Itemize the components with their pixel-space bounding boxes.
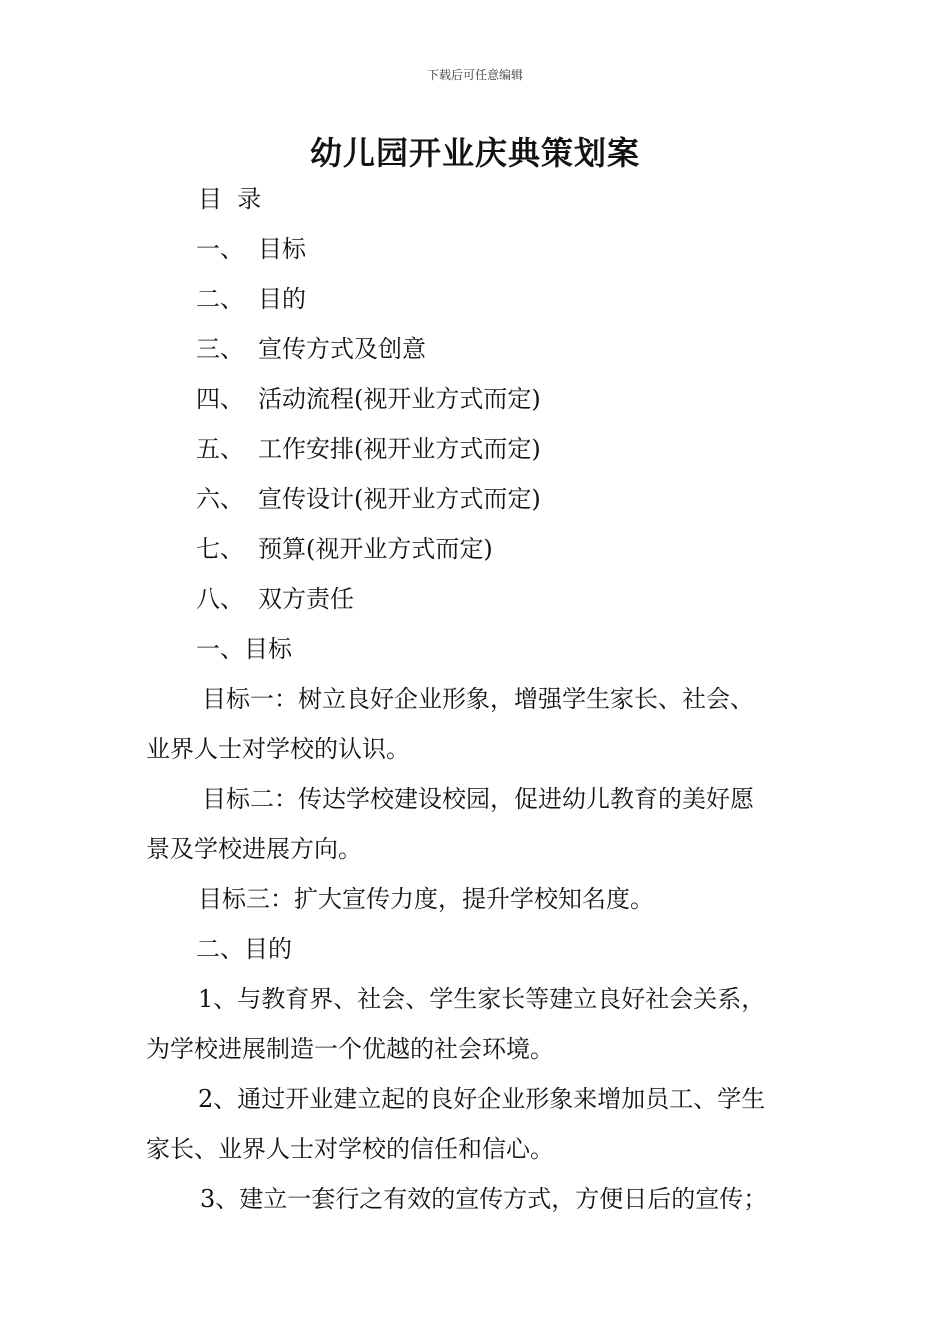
- paragraph-line: 目标一：树立良好企业形象，增强学生家长、社会、: [202, 685, 754, 713]
- toc-item-text: 宣传设计(视开业方式而定): [258, 485, 541, 513]
- toc-item: [196, 484, 541, 514]
- paragraph-line: 业界人士对学校的认识。: [146, 735, 410, 763]
- toc-item-text: 双方责任: [258, 585, 354, 613]
- toc-item-number: 二、: [196, 285, 244, 313]
- toc-item: [196, 384, 541, 414]
- toc-item: [196, 284, 306, 314]
- paragraph-line: 2、通过开业建立起的良好企业形象来增加员工、学生: [198, 1085, 766, 1113]
- paragraph-line: 为学校进展制造一个优越的社会环境。: [146, 1035, 554, 1063]
- paragraph-line: 景及学校进展方向。: [146, 835, 362, 863]
- toc-item-number: 一、: [196, 235, 244, 263]
- toc-item: [196, 584, 354, 614]
- toc-item: [196, 234, 306, 264]
- toc-item-number: 六、: [196, 485, 244, 513]
- document-title: 幼儿园开业庆典策划案: [309, 134, 640, 172]
- toc-item: [196, 434, 541, 464]
- paragraph-line: 目标二：传达学校建设校园，促进幼儿教育的美好愿: [202, 785, 754, 813]
- paragraph-line: 家长、业界人士对学校的信任和信心。: [146, 1135, 554, 1163]
- toc-item-text: 目标: [258, 235, 306, 263]
- toc-item-text: 目的: [258, 285, 306, 313]
- toc-item: [196, 334, 426, 364]
- toc-item-number: 八、: [196, 585, 244, 613]
- toc-item-text: 预算(视开业方式而定): [258, 535, 493, 563]
- section-heading-purpose: 二、目的: [196, 935, 292, 963]
- toc-item: [196, 534, 493, 564]
- paragraph-line: 目标三：扩大宣传力度，提升学校知名度。: [198, 885, 654, 913]
- toc-heading: 目 录: [198, 185, 262, 213]
- toc-item-number: 七、: [196, 535, 244, 563]
- section-heading-goals: 一、目标: [196, 635, 292, 663]
- toc-item-number: 三、: [196, 335, 244, 363]
- toc-item-text: 工作安排(视开业方式而定): [258, 435, 541, 463]
- paragraph-line: 3、建立一套行之有效的宣传方式，方便日后的宣传；: [200, 1185, 768, 1213]
- toc-item-text: 宣传方式及创意: [258, 335, 426, 363]
- toc-item-number: 五、: [196, 435, 244, 463]
- toc-item-text: 活动流程(视开业方式而定): [258, 385, 541, 413]
- paragraph-line: 1、与教育界、社会、学生家长等建立良好社会关系，: [198, 985, 766, 1013]
- toc-item-number: 四、: [196, 385, 244, 413]
- header-note: 下载后可任意编辑: [426, 68, 523, 82]
